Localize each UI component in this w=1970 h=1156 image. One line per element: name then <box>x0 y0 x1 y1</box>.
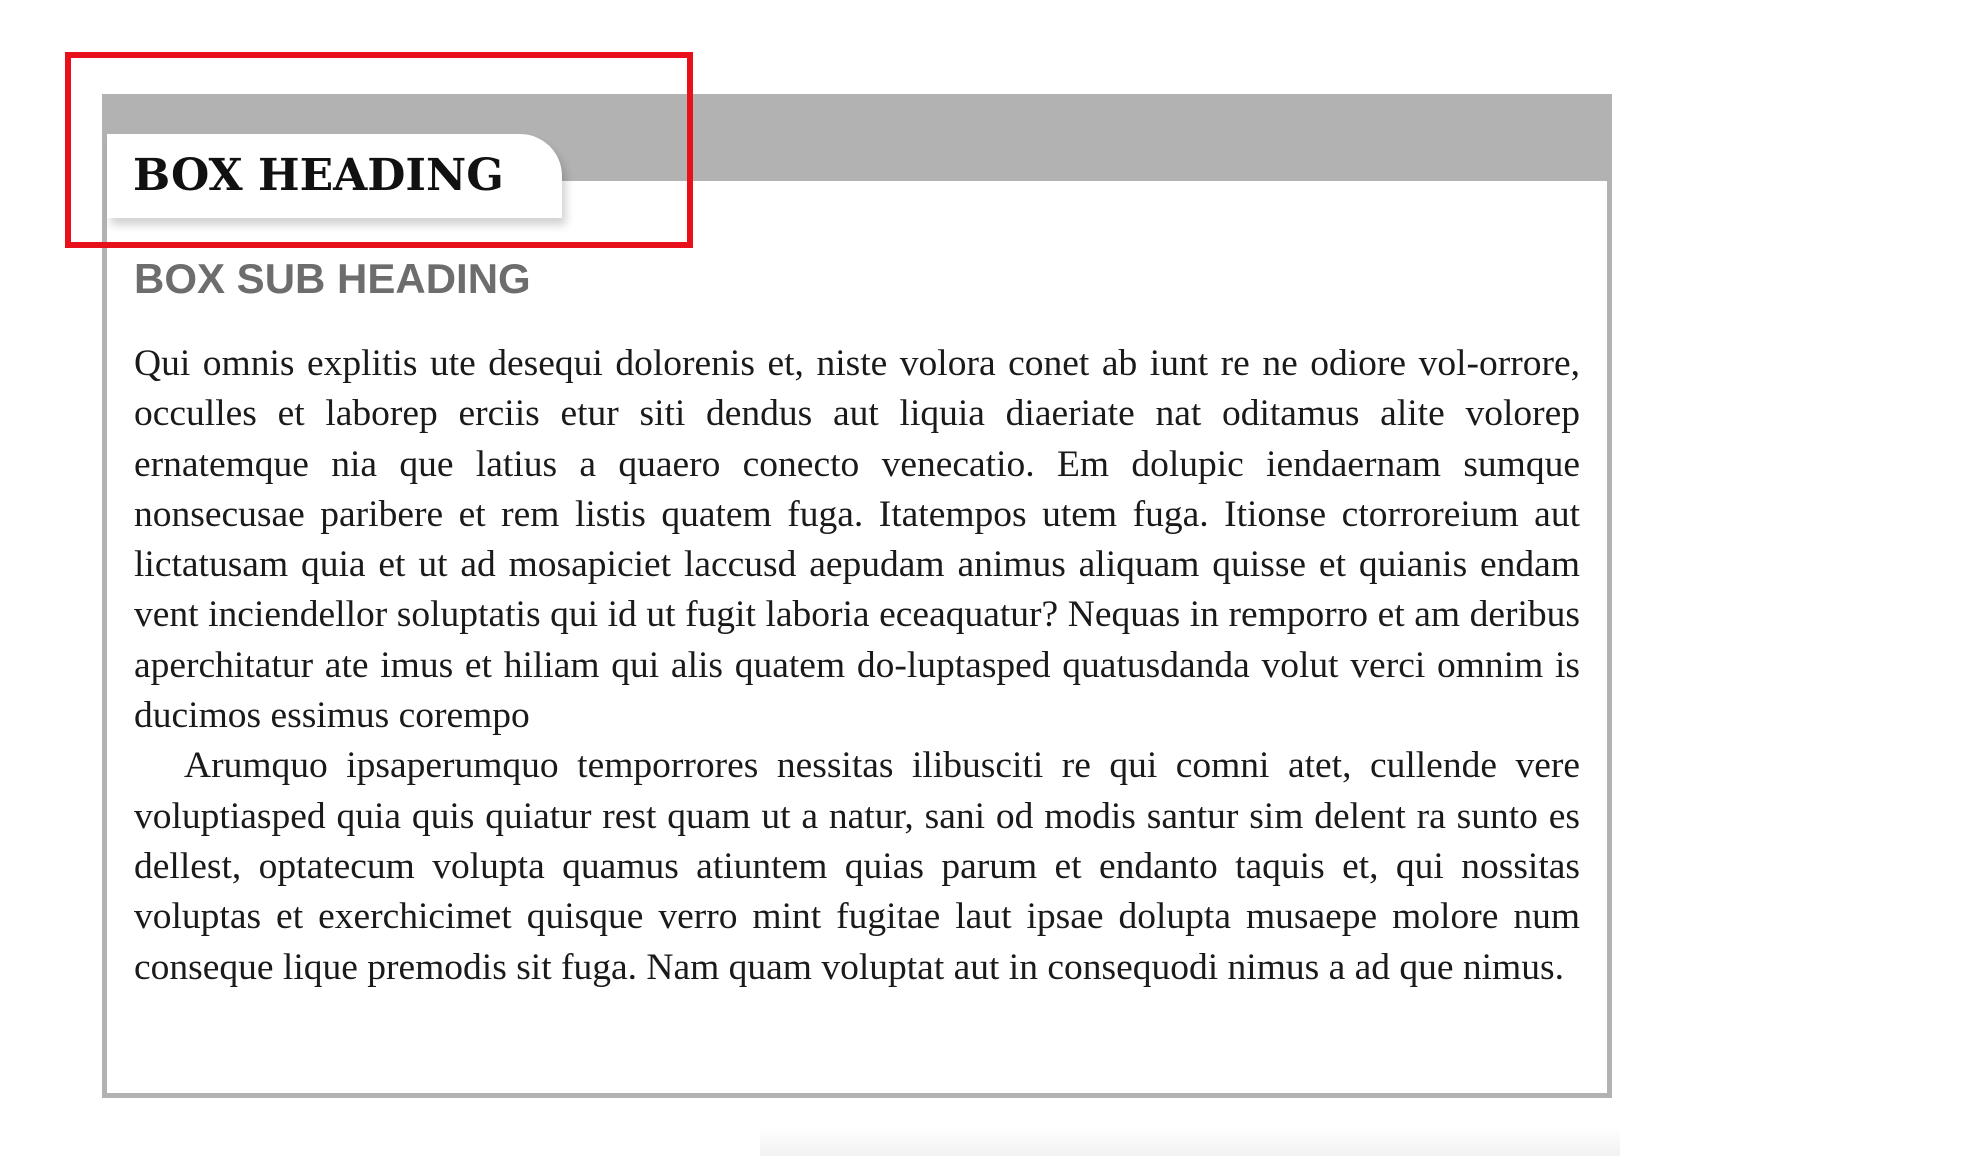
box-sub-heading: BOX SUB HEADING <box>134 255 531 302</box>
heading-highlight-frame <box>65 52 693 248</box>
body-paragraph: Qui omnis explitis ute desequi dolorenis et, niste volora conet ab iunt re ne odiore vol-orrore, occulles et laborep erciis etur siti dendus aut liquia diaeriate nat oditamus alite volorep ernatemque nia que latius a quaero conecto venecatio. Em dolupic iendaernam sumque nonsecusae paribere et rem listis quatem fuga. Itatempos utem fuga. Itionse ctorroreium aut lictatusam quia et ut ad mosapiciet laccusd aepudam animus aliquam quisse et quianis endam vent inciendellor soluptatis qui id ut fugit laboria eceaquatur? Nequas in remporro et am deribus aperchitatur ate imus et hiliam qui alis quatem do-luptasped quatusdanda volut verci omnim is ducimos essimus corempo <box>134 343 1580 737</box>
box-body <box>134 339 1580 993</box>
body-paragraph: Arumquo ipsaperumquo temporrores nessitas ilibusciti re qui comni atet, cullende vere voluptiasped quia quis quiatur rest quam ut a natur, sani od modis santur sim delent ra sunto es dellest, optatecum volupta quamus atiuntem quias parum et endanto taquis et, qui nossitas voluptas et exerchicimet quisque verro mint fugitae laut ipsae dolupta musaepe molore num conseque lique premodis sit fuga. Nam quam voluptat aut in consequodi nimus a ad que nimus. <box>134 745 1580 988</box>
page-edge-shadow <box>760 1126 1620 1156</box>
box-heading: BOX HEADING <box>133 150 504 201</box>
